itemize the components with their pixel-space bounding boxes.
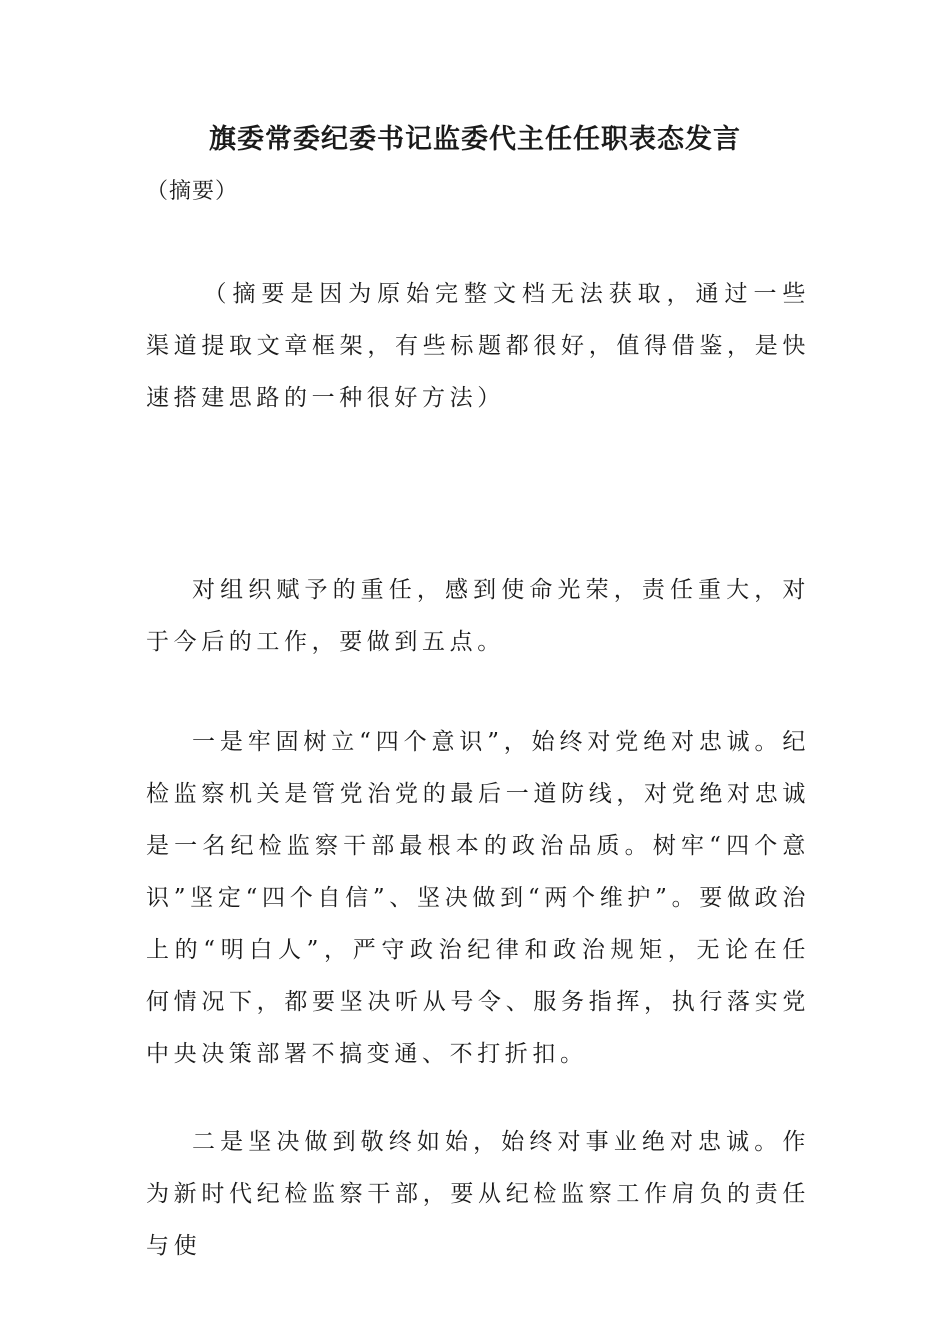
paragraph-point-two: 二是坚决做到敬终如始，始终对事业绝对忠诚。作为新时代纪检监察干部，要从纪检监察工作肩负的责任与使 [146,1129,810,1259]
document-subtitle: （摘要） [146,179,239,204]
paragraph-point-one: 一是牢固树立“四个意识”，始终对党绝对忠诚。纪检监察机关是管党治党的最后一道防线，对党绝对忠诚是一名纪检监察干部最根本的政治品质。树牢“四个意识”坚定“四个自信”、坚决做到“两个维护”。要做政治上的“明白人”，严守政治纪律和政治规矩，无论在任何情况下，都要坚决听从号令、服务指挥，执行落实党中央决策部署不搞变通、不打折扣。 [146,729,810,1067]
paragraph-intro: 对组织赋予的重任，感到使命光荣，责任重大，对于今后的工作，要做到五点。 [146,577,810,655]
document-title: 旗委常委纪委书记监委代主任任职表态发言 [209,124,741,155]
abstract-note: （摘要是因为原始完整文档无法获取，通过一些渠道提取文章框架，有些标题都很好，值得借鉴，是快速搭建思路的一种很好方法） [146,281,810,411]
